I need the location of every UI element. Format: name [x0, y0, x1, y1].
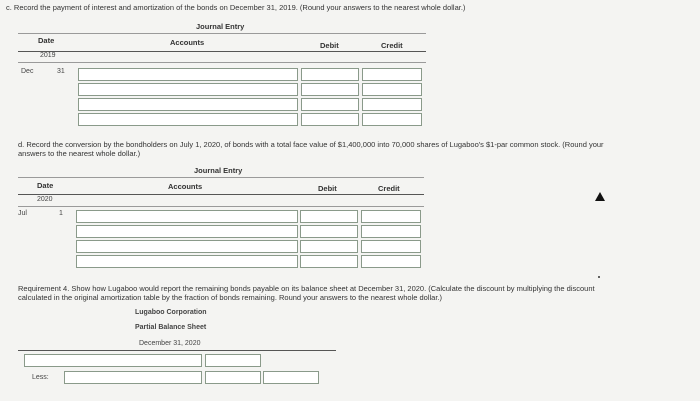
req4-less-amount-input[interactable]	[205, 371, 261, 384]
req4-less-label-input[interactable]	[64, 371, 202, 384]
mouse-pointer-icon	[595, 192, 605, 201]
part-d-col-date: Date	[37, 181, 54, 190]
part-d-year: 2020	[37, 196, 53, 203]
part-d-col-debit: Debit	[318, 184, 337, 193]
part-c-credit-input-3[interactable]	[362, 98, 422, 111]
part-c-account-input-1[interactable]	[78, 68, 298, 81]
req4-company-name: Lugaboo Corporation	[135, 309, 207, 316]
part-c-debit-input-3[interactable]	[301, 98, 359, 111]
part-d-account-input-4[interactable]	[76, 255, 298, 268]
part-d-account-input-3[interactable]	[76, 240, 298, 253]
part-d-credit-input-3[interactable]	[361, 240, 421, 253]
req4-net-amount-input[interactable]	[263, 371, 319, 384]
part-c-credit-input-4[interactable]	[362, 113, 422, 126]
req4-statement-date: December 31, 2020	[139, 340, 201, 347]
req4-instruction-line1: Requirement 4. Show how Lugaboo would report the remaining bonds payable on its balance sheet at December 31, 2020. (Calculate the discount by multiplying the discount	[18, 284, 595, 293]
part-c-credit-input-1[interactable]	[362, 68, 422, 81]
part-d-journal-title: Journal Entry	[194, 166, 243, 175]
part-c-debit-input-2[interactable]	[301, 83, 359, 96]
part-c-account-input-3[interactable]	[78, 98, 298, 111]
part-c-day: 31	[57, 68, 65, 75]
part-c-col-credit: Credit	[381, 41, 403, 50]
part-c-instruction: c. Record the payment of interest and amortization of the bonds on December 31, 2019. (Round your answers to the nearest whole dollar.)	[6, 3, 466, 12]
part-d-debit-input-3[interactable]	[300, 240, 358, 253]
req4-bonds-payable-label-input[interactable]	[24, 354, 202, 367]
part-c-journal-title: Journal Entry	[196, 22, 245, 31]
part-c-month: Dec	[21, 68, 34, 75]
part-c-col-accounts: Accounts	[170, 38, 205, 47]
part-d-credit-input-2[interactable]	[361, 225, 421, 238]
part-c-debit-input-4[interactable]	[301, 113, 359, 126]
req4-statement-title: Partial Balance Sheet	[135, 324, 207, 331]
part-d-account-input-2[interactable]	[76, 225, 298, 238]
part-c-account-input-2[interactable]	[78, 83, 298, 96]
part-c-credit-input-2[interactable]	[362, 83, 422, 96]
part-d-instruction-line2: answers to the nearest whole dollar.)	[18, 149, 141, 158]
part-c-debit-input-1[interactable]	[301, 68, 359, 81]
part-d-day: 1	[59, 210, 63, 217]
part-d-instruction-line1: d. Record the conversion by the bondholders on July 1, 2020, of bonds with a total face value of $1,400,000 into 70,000 shares of Lugaboo's $1-par common stock. (Round your	[18, 140, 604, 149]
req4-bonds-payable-amount-input[interactable]	[205, 354, 261, 367]
dot-marker	[598, 276, 600, 278]
part-d-col-credit: Credit	[378, 184, 400, 193]
part-d-debit-input-4[interactable]	[300, 255, 358, 268]
part-d-credit-input-1[interactable]	[361, 210, 421, 223]
part-d-month: Jul	[18, 210, 27, 217]
part-d-debit-input-1[interactable]	[300, 210, 358, 223]
part-c-col-debit: Debit	[320, 41, 339, 50]
req4-less-label: Less:	[32, 374, 49, 381]
part-d-credit-input-4[interactable]	[361, 255, 421, 268]
part-d-account-input-1[interactable]	[76, 210, 298, 223]
req4-instruction-line2: calculated in the original amortization table by the fraction of bonds remaining. Round your answers to the nearest whole dollar.)	[18, 293, 442, 302]
part-d-col-accounts: Accounts	[168, 182, 203, 191]
part-c-account-input-4[interactable]	[78, 113, 298, 126]
part-c-year: 2019	[40, 52, 56, 59]
part-c-col-date: Date	[38, 36, 55, 45]
part-d-debit-input-2[interactable]	[300, 225, 358, 238]
